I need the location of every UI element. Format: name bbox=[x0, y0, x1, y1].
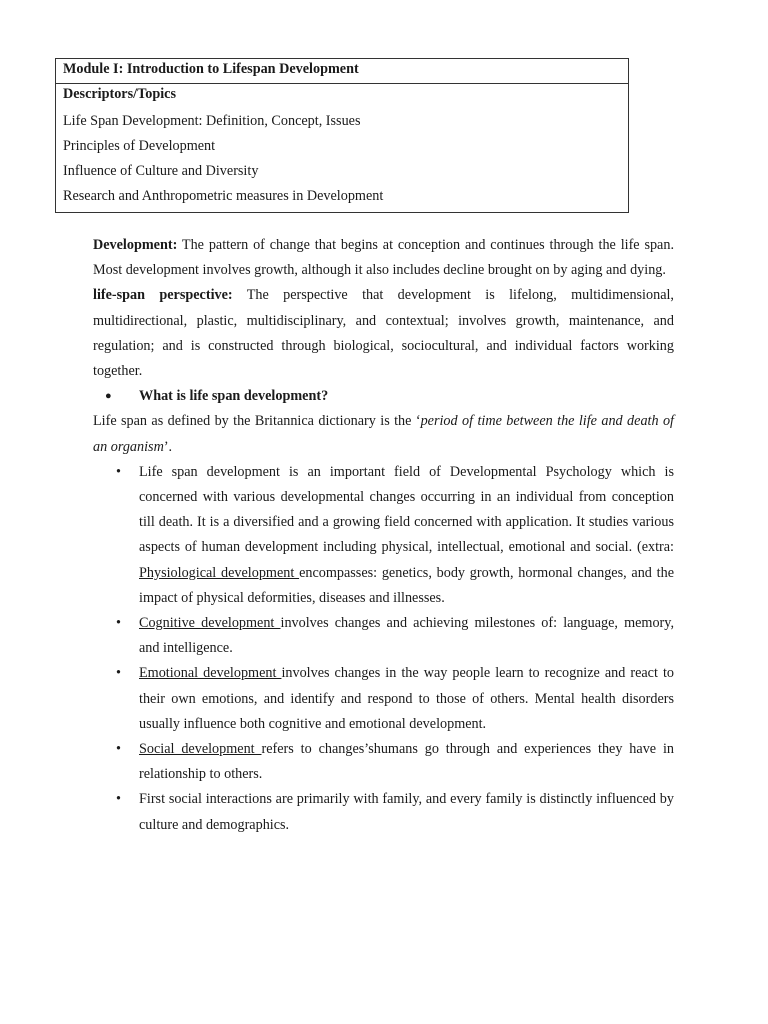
britannica-prefix: Life span as defined by the Britannica dictionary is the ‘ bbox=[93, 413, 421, 430]
list-item bbox=[93, 611, 674, 661]
lifespan-perspective-definition bbox=[93, 283, 674, 384]
physiological-development-term: Physiological development bbox=[139, 564, 300, 581]
list-item bbox=[93, 460, 674, 611]
development-bullet-list bbox=[93, 460, 674, 838]
item-text-after: encompasses: genetics, body growth, hormonal changes, and the impact of physical deformities, diseases and illnesses. bbox=[139, 564, 674, 606]
bullet-icon: • bbox=[116, 615, 121, 632]
descriptors-heading: Descriptors/Topics bbox=[63, 86, 176, 102]
list-item bbox=[93, 661, 674, 737]
topic-item: Principles of Development bbox=[63, 138, 216, 154]
item-text: Life span development is an important field of Developmental Psychology which is concerned with various developmental changes occurring in an individual from conception till death. It is a diversified and a growing field concerned with application. It studies various aspects of human development including physical, intellectual, emotional and social. (extra: bbox=[139, 463, 674, 556]
topic-item: Research and Anthropometric measures in Development bbox=[63, 188, 384, 204]
britannica-quote: period of time between the life and death of an organism bbox=[93, 413, 674, 455]
module-table bbox=[55, 58, 629, 213]
britannica-suffix: ’. bbox=[163, 438, 173, 455]
lifespan-perspective-term: life-span perspective: bbox=[93, 287, 233, 304]
development-text: The pattern of change that begins at conception and continues through the life span. Most development involves growth, although it also includes decline brought on by aging and dying. bbox=[93, 237, 674, 279]
development-term: Development: bbox=[93, 237, 178, 253]
item-text: involves changes in the way people learn to recognize and react to their own emotions, and identify and respond to those of others. Mental health disorders usually influence both cognitive and emotional development. bbox=[139, 665, 674, 732]
cognitive-development-term: Cognitive development bbox=[139, 615, 281, 632]
bullet-icon: • bbox=[116, 665, 121, 682]
development-definition bbox=[93, 233, 674, 283]
lifespan-perspective-text: The perspective that development is lifelong, multidimensional, multidirectional, plastic, multidisciplinary, and contextual; involves growth, maintenance, and regulation; and is constructed through biological, sociocultural, and individual factors working together. bbox=[93, 287, 674, 380]
list-item bbox=[93, 737, 674, 787]
bullet-dot-icon: ● bbox=[105, 390, 112, 403]
topic-item: Life Span Development: Definition, Concept, Issues bbox=[63, 113, 361, 129]
bullet-icon: • bbox=[116, 463, 121, 480]
topics-list bbox=[56, 84, 628, 212]
question-text: What is life span development? bbox=[139, 388, 329, 405]
social-development-term: Social development bbox=[139, 741, 262, 758]
question-heading bbox=[93, 384, 674, 409]
main-content bbox=[93, 233, 674, 838]
item-text: refers to changes’shumans go through and experiences they have in relationship to others. bbox=[139, 741, 674, 783]
item-text: involves changes and achieving milestones of: language, memory, and intelligence. bbox=[139, 615, 674, 657]
topic-item: Influence of Culture and Diversity bbox=[63, 163, 259, 179]
bullet-icon: • bbox=[116, 741, 121, 758]
bullet-icon: • bbox=[116, 791, 121, 808]
emotional-development-term: Emotional development bbox=[139, 665, 282, 682]
item-text: First social interactions are primarily with family, and every family is distinctly influenced by culture and demographics. bbox=[139, 791, 674, 833]
list-item bbox=[93, 787, 674, 837]
britannica-definition bbox=[93, 409, 674, 459]
module-title: Module I: Introduction to Lifespan Development bbox=[56, 59, 628, 84]
